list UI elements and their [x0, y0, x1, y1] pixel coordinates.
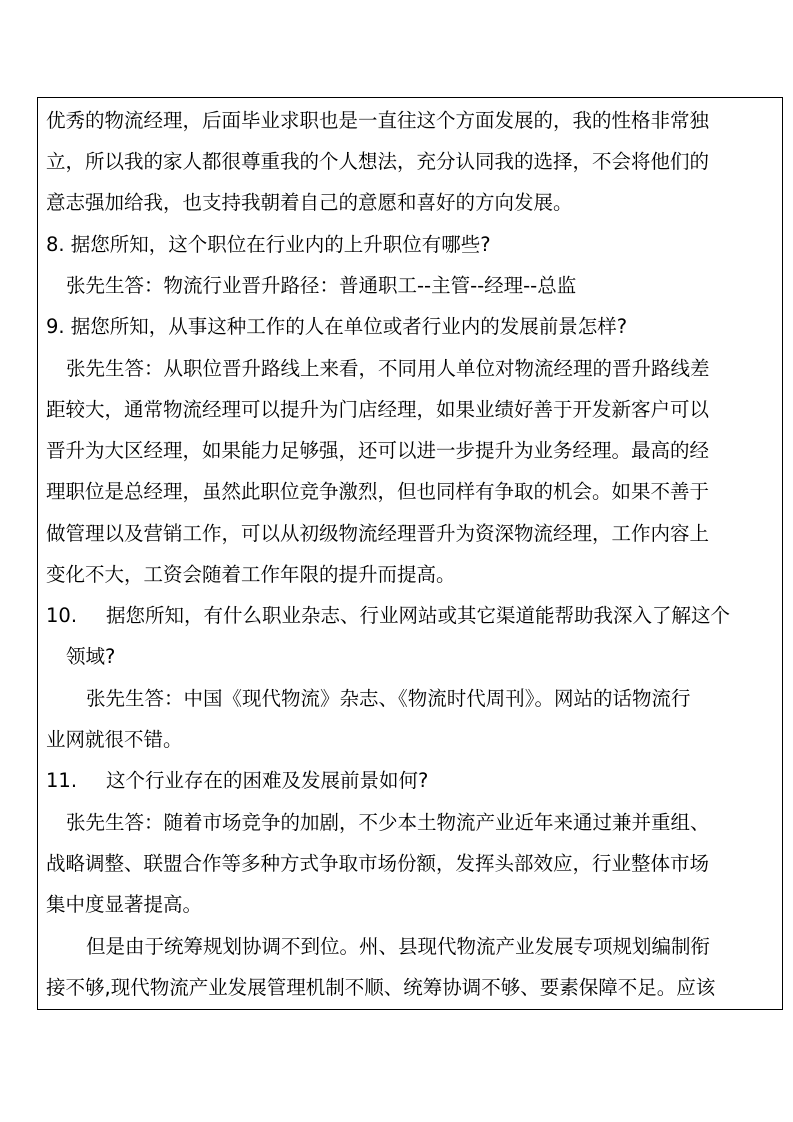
- paragraph-text: 变化不大，工资会随着工作年限的提升而提高。: [46, 563, 456, 586]
- answer-10: 张先生答：中国《现代物流》杂志、《物流时代周刊》。网站的话物流行: [86, 687, 691, 710]
- question-8: 8. 据您所知，这个职位在行业内的上升职位有哪些?: [46, 233, 491, 256]
- text-line: [46, 885, 778, 925]
- paragraph-text: 战略调整、联盟合作等多种方式争取市场份额，发挥头部效应，行业整体市场: [46, 852, 710, 875]
- text-line: [46, 390, 778, 430]
- text-line: [46, 720, 778, 760]
- paragraph-text: 领域?: [66, 645, 116, 668]
- paragraph-text: 距较大，通常物流经理可以提升为门店经理，如果业绩好善于开发新客户可以: [46, 398, 710, 421]
- text-line: [46, 514, 778, 554]
- question-10-number: 10.: [46, 604, 78, 627]
- paragraph-text: 集中度显著提高。: [46, 893, 203, 916]
- question-11-number: 11.: [46, 769, 78, 792]
- text-line: [46, 844, 778, 884]
- text-line: [46, 266, 778, 306]
- text-line: [46, 307, 778, 347]
- text-line: [46, 637, 778, 677]
- answer-11: 张先生答：随着市场竞争的加剧，不少本土物流产业近年来通过兼并重组、: [66, 811, 710, 834]
- text-line: [46, 761, 778, 801]
- paragraph-text: 意志强加给我，也支持我朝着自己的意愿和喜好的方向发展。: [46, 191, 573, 214]
- question-11: 这个行业存在的困难及发展前景如何?: [106, 769, 429, 792]
- text-line: [46, 101, 778, 141]
- answer-8: 张先生答：物流行业晋升路径：普通职工--主管--经理--总监: [66, 274, 577, 297]
- text-line: [46, 803, 778, 843]
- paragraph-text: 业网就很不错。: [46, 728, 183, 751]
- text-line: [46, 431, 778, 471]
- text-line: [46, 968, 778, 1008]
- document-text-frame: [37, 97, 783, 1010]
- paragraph-text: 优秀的物流经理，后面毕业求职也是一直往这个方面发展的，我的性格非常独: [46, 109, 710, 132]
- text-line: [46, 596, 778, 636]
- paragraph-text: 接不够,现代物流产业发展管理机制不顺、统筹协调不够、要素保障不足。应该: [46, 976, 716, 999]
- text-line: [46, 142, 778, 182]
- text-line: [46, 183, 778, 223]
- text-line: [46, 555, 778, 595]
- text-line: [46, 927, 778, 967]
- text-line: [46, 472, 778, 512]
- text-line: [46, 679, 778, 719]
- paragraph-text: 但是由于统筹规划协调不到位。州、县现代物流产业发展专项规划编制衔: [86, 935, 711, 958]
- paragraph-text: 做管理以及营销工作，可以从初级物流经理晋升为资深物流经理，工作内容上: [46, 522, 710, 545]
- text-line: [46, 225, 778, 265]
- question-10: 据您所知，有什么职业杂志、行业网站或其它渠道能帮助我深入了解这个: [106, 604, 731, 627]
- paragraph-text: 晋升为大区经理，如果能力足够强，还可以进一步提升为业务经理。最高的经: [46, 439, 710, 462]
- answer-9: 张先生答：从职位晋升路线上来看，不同用人单位对物流经理的晋升路线差: [66, 357, 710, 380]
- paragraph-text: 立，所以我的家人都很尊重我的个人想法，充分认同我的选择，不会将他们的: [46, 150, 710, 173]
- text-line: [46, 349, 778, 389]
- question-9: 9. 据您所知，从事这种工作的人在单位或者行业内的发展前景怎样?: [46, 315, 628, 338]
- paragraph-text: 理职位是总经理，虽然此职位竞争激烈，但也同样有争取的机会。如果不善于: [46, 480, 710, 503]
